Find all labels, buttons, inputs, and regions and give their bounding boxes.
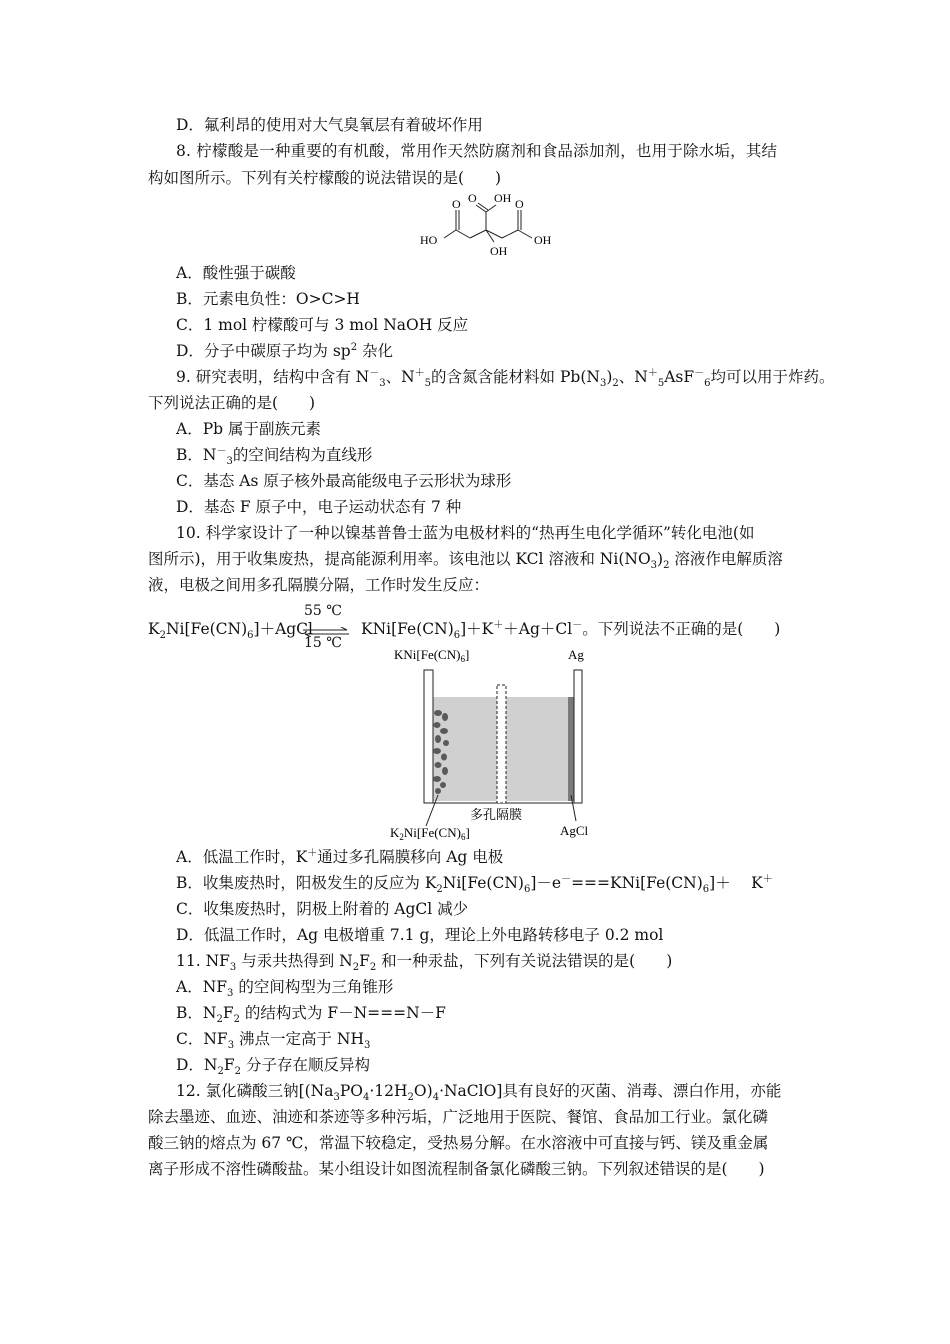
q8-option-d: D．分子中碳原子均为 $sp^2$ 杂化 — [176, 341, 394, 360]
q9-option-a: A．Pb 属于副族元素 — [176, 420, 321, 438]
q9-option-b: B．$N^-_3$的空间结构为直线形 — [176, 445, 373, 468]
q8-option-b: B．元素电负性：O>C>H — [176, 290, 360, 308]
temp-low: 15 ℃ — [304, 635, 342, 651]
q9-stem-line1: 9. 研究表明，结构中含有 $N^-_3$、$N^+_5$的含氮含能材料如 $Pb(N_3)_2$、$N^+_5AsF^-_6$均可以用于炸药。 — [176, 367, 835, 390]
label-kni: $KNi[Fe(CN)_6]$ — [394, 647, 470, 664]
label-agcl: AgCl — [560, 823, 589, 838]
q11-option-b: B．$N_2F_2$ 的结构式为 F－N===N－F — [176, 1004, 446, 1026]
citric-o-right: O — [515, 197, 524, 211]
q9-option-d: D．基态 F 原子中，电子运动状态有 7 种 — [176, 498, 462, 516]
q12-stem-line3: 酸三钠的熔点为 67 ℃，常温下较稳定，受热易分解。在水溶液中可直接与钙、镁及重金属 — [148, 1134, 769, 1152]
q7-option-d: D．氟利昂的使用对大气臭氧层有着破坏作用 — [176, 116, 483, 134]
citric-o-left: O — [452, 197, 461, 211]
q12-stem-line1: 12. 氯化磷酸三钠$[(Na_3PO_4\cdot 12H_2O)_4\cdot NaClO]$具有良好的灭菌、消毒、漂白作用，亦能 — [176, 1082, 782, 1104]
ag-electrode — [574, 670, 582, 803]
citric-oh-right: OH — [534, 233, 552, 247]
agcl-layer — [568, 697, 574, 801]
q10-option-b: B．收集废热时，阳极发生的反应为 $K_2Ni[Fe(CN)_6]-e^-===KNi[Fe(CN)_6]+$ K＋ — [176, 873, 773, 896]
q12-stem-line4: 离子形成不溶性磷酸盐。某小组设计如图流程制备氯化磷酸三钠。下列叙述错误的是( ) — [148, 1160, 765, 1178]
q10-stem-line1: 10. 科学家设计了一种以镍基普鲁士蓝为电极材料的“热再生电化学循环”转化电池(如 — [176, 524, 755, 542]
q11-option-a: A．$NF_3$ 的空间构型为三角锥形 — [176, 978, 394, 1000]
label-k2ni: $K_2Ni[Fe(CN)_6]$ — [390, 825, 470, 840]
q11-stem: 11. $NF_3$ 与汞共热得到 $N_2F_2$ 和一种汞盐，下列有关说法错误的是( ) — [176, 952, 673, 974]
q8-option-c: C．1 mol 柠檬酸可与 3 mol NaOH 反应 — [176, 316, 469, 334]
label-ag: Ag — [568, 647, 584, 662]
q8-stem-line2: 构如图所示。下列有关柠檬酸的说法错误的是( ) — [148, 169, 502, 187]
q10-option-a: A．低温工作时，K＋通过多孔隔膜移向 Ag 电极 — [176, 847, 504, 866]
porous-membrane — [497, 685, 506, 803]
q10-option-c: C．收集废热时，阴极上附着的 AgCl 减少 — [176, 900, 469, 918]
q11-option-c: C．$NF_3$ 沸点一定高于 $NH_3$ — [176, 1030, 371, 1052]
kni-electrode — [424, 670, 433, 803]
q8-stem-line1: 8. 柠檬酸是一种重要的有机酸，常用作天然防腐剂和食品添加剂，也用于除水垢，其结 — [176, 142, 778, 160]
q10-stem-line2: 图所示)，用于收集废热，提高能源利用率。该电池以 KCl 溶液和 $Ni(NO_3)_2$ 溶液作电解质溶 — [148, 550, 783, 572]
q10-equation: $K_2Ni[Fe(CN)_6]+AgCl$ $KNi[Fe(CN)_6]+K^++Ag+Cl^-$。下列说法不正确的是( ) — [148, 619, 781, 642]
q12-stem-line2: 除去墨迹、血迹、油迹和茶迹等多种污垢，广泛地用于医院、餐馆、食品加工行业。氯化磷 — [148, 1108, 769, 1126]
q10-stem-line3: 液，电极之间用多孔隔膜分隔，工作时发生反应： — [148, 576, 490, 594]
temp-high: 55 ℃ — [304, 603, 342, 619]
q9-stem-line2: 下列说法正确的是( ) — [148, 394, 316, 412]
label-membrane: 多孔隔膜 — [470, 807, 523, 822]
q9-option-c: C．基态 As 原子核外最高能级电子云形状为球形 — [176, 472, 512, 490]
q11-option-d: D．$N_2F_2$ 分子存在顺反异构 — [176, 1056, 370, 1078]
battery-cell-diagram — [380, 645, 600, 840]
citric-o-top: O — [468, 191, 477, 205]
citric-oh-top: OH — [494, 191, 512, 205]
citric-ho-left: HO — [420, 233, 438, 247]
q10-option-d: D．低温工作时，Ag 电极增重 7.1 g，理论上外电路转移电子 0.2 mol — [176, 926, 664, 944]
citric-oh-bottom: OH — [490, 244, 508, 258]
q8-option-a: A．酸性强于碳酸 — [176, 264, 296, 282]
citric-acid-structure — [410, 188, 580, 262]
